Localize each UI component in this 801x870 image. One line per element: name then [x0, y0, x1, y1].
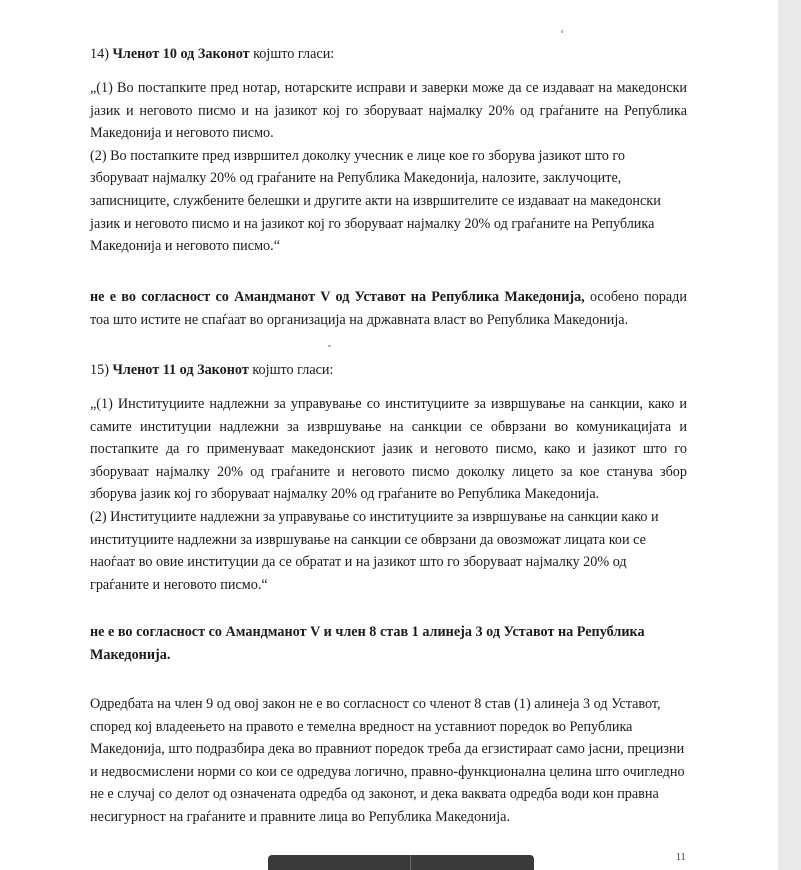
conclusion-text: особено поради тоа што истите не спаѓаат во организација на државната власт во Република Македонија.: [90, 289, 687, 328]
heading-suffix: којшто гласи:: [252, 362, 334, 378]
page-number: 11: [676, 852, 686, 863]
article-reference: Членот 10 од Законот: [112, 46, 250, 62]
viewer-toolbar[interactable]: [268, 855, 534, 870]
viewer-gutter: [778, 0, 801, 870]
section-14-quote: [90, 77, 687, 258]
section-14-conclusion: [90, 286, 687, 331]
toolbar-divider: [410, 855, 411, 870]
heading-suffix: којшто гласи:: [253, 46, 335, 62]
section-15-heading: [90, 359, 687, 382]
section-15-quote: [90, 393, 687, 596]
quote-paragraph-2: (2) Во постапките пред извршител доколку учесник е лице кое го зборува јазикот што го зборуваат најмалку 20% од граѓаните на Република Македонија, налозите, заклучоците, записниците, службените белешки и другите акти на извршителите се издаваат на македонски јазик и неговото писмо и на јазикот кој го зборуваат најмалку 20% од граѓаните на Република Македонија и неговото писмо.“: [90, 147, 661, 255]
conclusion-bold: не е во согласност со Амандманот V и член 8 став 1 алинеја 3 од Уставот на Република Македонија.: [90, 624, 645, 663]
quote-paragraph-1: „(1) Во постапките пред нотар, нотарските исправи и заверки може да се издаваат на македонски јазик и неговото писмо и на јазикот кој го зборуваат најмалку 20% од граѓаните на Република Македонија и неговото писмо.: [90, 80, 687, 142]
article-reference: Членот 11 од Законот: [112, 362, 249, 378]
quote-paragraph-2: (2) Институциите надлежни за управување со институциите за извршување на санкции како и институциите надлежни за извршување на санкции се обврзани да овозможат лицата кои се наоѓаат во овие институции да се обратат и на јазикот што го зборуваат најмалку 20% од граѓаните и неговото писмо.“: [90, 508, 659, 593]
closing-paragraph: [90, 693, 687, 829]
quote-paragraph-1: „(1) Институциите надлежни за управување со институциите за извршување на санкции, како и самите институции надлежни за извршување на санкции се обврзани во комуникацијата и постапките да го применуваат македонскиот јазик и неговото писмо, како и јазикот што го зборуваат најмалку 20% од граѓаните и неговото писмо доколку лицето за кое станува збор зборува јазик кој го зборуваат најмалку 20% од граѓаните во Република Македонија.: [90, 396, 687, 503]
closing-text: Одредбата на член 9 од овој закон не е во согласност со членот 8 став (1) алинеја 3 од Уставот, според кој владеењето на правото е темелна вредност на уставниот поредок во Република Македонија, што подразбира дека во правниот поредок треба да егзистираат само јасни, прецизни и недвосмислени норми со кои се одредува логично, правно-функционална целина што очигледно не е случај со делот од означената одредба од законот, и дека ваквата одредба води кон правна несигурност на граѓаните и правните лица во Република Македонија.: [90, 696, 685, 825]
scan-speck: [328, 345, 331, 347]
scan-speck: [561, 30, 563, 33]
section-number: 15): [90, 362, 109, 378]
section-15-conclusion: [90, 621, 687, 666]
section-14-heading: [90, 43, 687, 66]
conclusion-bold: не е во согласност со Амандманот V од Уставот на Република Македонија,: [90, 289, 585, 305]
section-number: 14): [90, 46, 109, 62]
